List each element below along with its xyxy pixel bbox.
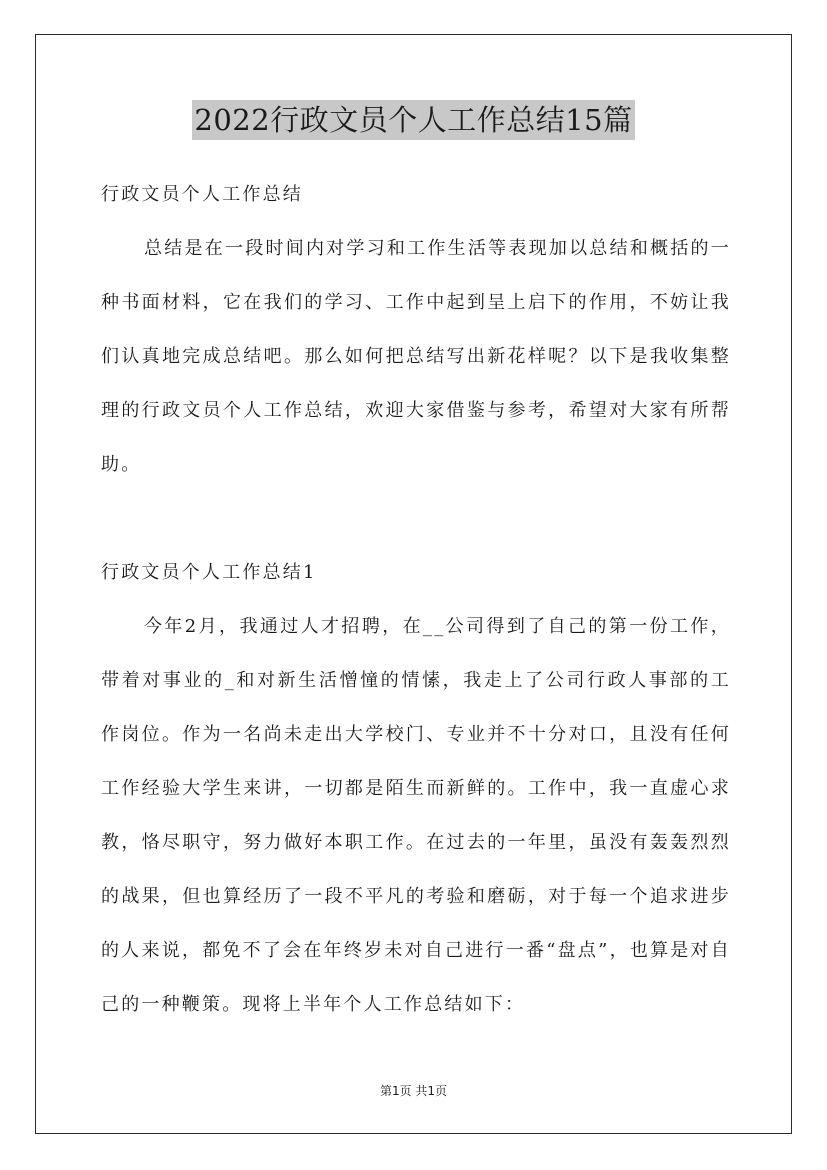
article-paragraph: 今年2月，我通过人才招聘，在__公司得到了自己的第一份工作，带着对事业的_和对新生活憎憧的情愫，我走上了公司行政人事部的工作岗位。作为一名尚未走出大学校门、专业并不十分对口，且没有任何工作经验大学生来讲，一切都是陌生而新鲜的。工作中，我一直虚心求教，恪尽职守，努力做好本职工作。在过去的一年里，虽没有轰轰烈烈的战果，但也算经历了一段不平凡的考验和磨砺，对于每一个追求进步的人来说，都免不了会在年终岁未对自己进行一番“盘点”，也算是对自己的一种鞭策。现将上半年个人工作总结如下： xyxy=(101,616,731,1015)
section-heading: 行政文员个人工作总结 xyxy=(101,184,303,205)
page-footer: 第1页 共1页 xyxy=(379,1084,448,1098)
article-heading: 行政文员个人工作总结1 xyxy=(101,562,317,583)
intro-paragraph: 总结是在一段时间内对学习和工作生活等表现加以总结和概括的一种书面材料，它在我们的学习、工作中起到呈上启下的作用，不妨让我们认真地完成总结吧。那么如何把总结写出新花样呢？以下是我收集整理的行政文员个人工作总结，欢迎大家借鉴与参考，希望对大家有所帮助。 xyxy=(101,238,731,475)
document-title-wrapper xyxy=(0,100,827,140)
paragraph-gap xyxy=(101,492,731,546)
document-body xyxy=(101,168,731,1032)
document-title: 2022行政文员个人工作总结15篇 xyxy=(192,100,634,140)
